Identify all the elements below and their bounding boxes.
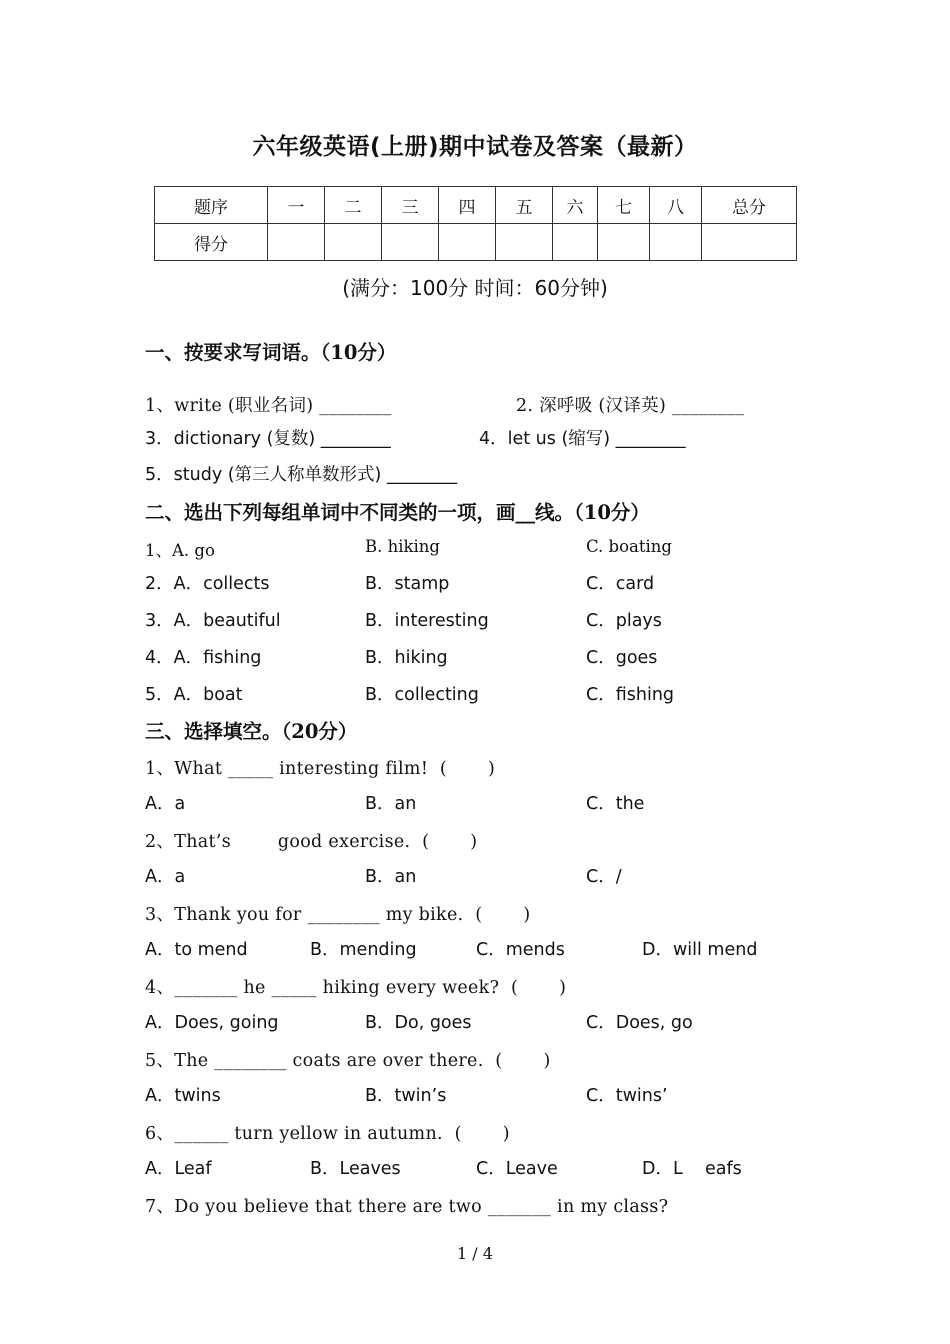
s1-question-2: 2. 深呼吸 (汉译英) ________ xyxy=(516,396,745,416)
s3-q6-option-a: A．Leaf xyxy=(145,1159,212,1179)
score-table xyxy=(154,186,797,261)
s2-row3-option-c: C．plays xyxy=(586,611,662,631)
s2-row5-option-a: 5．A．boat xyxy=(145,685,243,705)
s3-q4-option-a: A．Does, going xyxy=(145,1013,279,1033)
s3-question-2: 2、That’s good exercise. ( ) xyxy=(145,832,478,852)
s3-question-7: 7、Do you believe that there are two _______ in my class? xyxy=(145,1197,669,1217)
s3-question-5: 5、The ________ coats are over there. ( ) xyxy=(145,1051,551,1071)
s1-question-1: 1、write (职业名词) ________ xyxy=(145,396,392,416)
cell-section-7: 七 xyxy=(598,187,650,224)
s2-row2-option-a: 2．A．collects xyxy=(145,574,270,594)
page-title: 六年级英语(上册)期中试卷及答案（最新） xyxy=(252,134,698,160)
score-cell xyxy=(268,224,325,261)
s3-q5-option-a: A．twins xyxy=(145,1086,221,1106)
s3-question-6: 6、______ turn yellow in autumn. ( ) xyxy=(145,1124,510,1144)
section1-heading: 一、按要求写词语。（10分） xyxy=(145,341,397,364)
s2-row4-option-c: C．goes xyxy=(586,648,658,668)
cell-sequence-label: 题序 xyxy=(155,187,268,224)
cell-total-label: 总分 xyxy=(702,187,797,224)
cell-section-3: 三 xyxy=(382,187,439,224)
cell-score-label: 得分 xyxy=(155,224,268,261)
s2-row3-option-a: 3．A．beautiful xyxy=(145,611,281,631)
cell-section-8: 八 xyxy=(650,187,702,224)
s3-q3-option-c: C．mends xyxy=(476,940,565,960)
score-cell xyxy=(439,224,496,261)
score-cell xyxy=(702,224,797,261)
s1-question-4: 4．let us (缩写) ________ xyxy=(479,429,686,449)
page-number: 1 / 4 xyxy=(457,1244,493,1263)
s3-q2-option-b: B．an xyxy=(365,867,417,887)
cell-section-6: 六 xyxy=(553,187,598,224)
s3-q4-option-b: B．Do, goes xyxy=(365,1013,472,1033)
s3-q4-option-c: C．Does, go xyxy=(586,1013,693,1033)
s3-q2-option-a: A．a xyxy=(145,867,186,887)
score-cell xyxy=(496,224,553,261)
s2-row1-option-c: C. boating xyxy=(586,537,672,556)
s3-q6-option-d: D．L eafs xyxy=(642,1159,742,1179)
s3-q3-option-a: A．to mend xyxy=(145,940,248,960)
cell-section-1: 一 xyxy=(268,187,325,224)
s3-q5-option-b: B．twin’s xyxy=(365,1086,447,1106)
s3-q1-option-a: A．a xyxy=(145,794,186,814)
s3-q3-option-b: B．mending xyxy=(310,940,417,960)
s2-row5-option-b: B．collecting xyxy=(365,685,479,705)
s2-row2-option-c: C．card xyxy=(586,574,655,594)
s2-row4-option-b: B．hiking xyxy=(365,648,448,668)
exam-meta: (满分：100分 时间：60分钟) xyxy=(342,276,608,300)
score-cell xyxy=(325,224,382,261)
section3-heading: 三、选择填空。（20分） xyxy=(145,720,358,743)
s2-row4-option-a: 4．A．fishing xyxy=(145,648,262,668)
s2-row2-option-b: B．stamp xyxy=(365,574,450,594)
s3-question-1: 1、What _____ interesting film! ( ) xyxy=(145,759,496,779)
score-cell xyxy=(553,224,598,261)
s3-q2-option-c: C．/ xyxy=(586,867,622,887)
cell-section-4: 四 xyxy=(439,187,496,224)
s3-q3-option-d: D．will mend xyxy=(642,940,758,960)
cell-section-2: 二 xyxy=(325,187,382,224)
s1-question-5: 5．study (第三人称单数形式) ________ xyxy=(145,465,457,485)
score-table-header-row xyxy=(155,187,797,224)
score-cell xyxy=(382,224,439,261)
s2-row5-option-c: C．fishing xyxy=(586,685,675,705)
s1-question-3: 3．dictionary (复数) ________ xyxy=(145,429,391,449)
s2-row1-option-a: 1、A. go xyxy=(145,541,215,560)
s3-q5-option-c: C．twins’ xyxy=(586,1086,668,1106)
s3-q1-option-c: C．the xyxy=(586,794,645,814)
s2-row1-option-b: B. hiking xyxy=(365,537,440,556)
s3-q6-option-b: B．Leaves xyxy=(310,1159,401,1179)
s3-question-3: 3、Thank you for ________ my bike. ( ) xyxy=(145,905,531,925)
s3-q6-option-c: C．Leave xyxy=(476,1159,558,1179)
score-table-score-row xyxy=(155,224,797,261)
score-cell xyxy=(598,224,650,261)
score-cell xyxy=(650,224,702,261)
cell-section-5: 五 xyxy=(496,187,553,224)
section2-heading: 二、选出下列每组单词中不同类的一项，画__线。（10分） xyxy=(145,501,650,524)
s2-row3-option-b: B．interesting xyxy=(365,611,489,631)
s3-question-4: 4、_______ he _____ hiking every week? ( ) xyxy=(145,978,567,998)
s3-q1-option-b: B．an xyxy=(365,794,417,814)
